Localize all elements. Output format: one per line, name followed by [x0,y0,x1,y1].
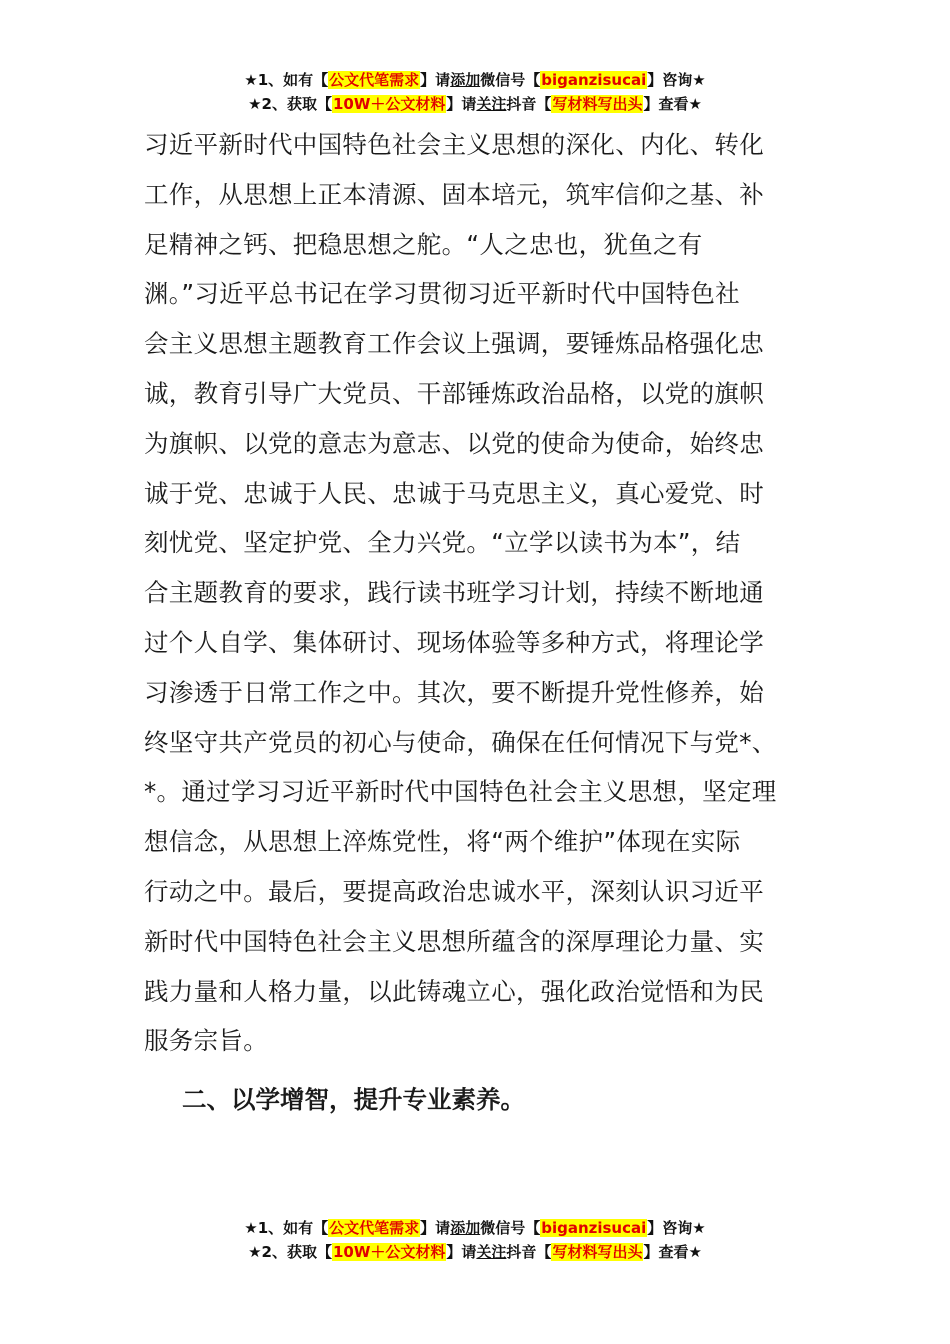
banner-text: 】咨询★ [647,71,706,89]
banner-text: 】请 [446,1243,477,1261]
banner-text: ★2、获取【 [248,1243,332,1261]
paragraph-line: *。通过学习习近平新时代中国特色社会主义思想，坚定理 [144,777,777,807]
paragraph-line: 刻忧党、坚定护党、全力兴党。“立学以读书为本”，结 [144,528,741,558]
banner-text: 抖音【 [506,1243,552,1261]
paragraph-line: 诚，教育引导广大党员、干部锤炼政治品格，以党的旗帜 [144,378,764,408]
paragraph-line: 习近平新时代中国特色社会主义思想的深化、内化、转化 [144,130,764,159]
banner-text: 】咨询★ [647,1219,706,1237]
paragraph-line: 过个人自学、集体研讨、现场体验等多种方式，将理论学 [144,627,764,657]
highlight-douyin: 写材料写出头 [552,1243,643,1261]
banner-text: ★1、如有【 [244,71,329,89]
paragraph-line: 会主义思想主题教育工作会议上强调，要锤炼品格强化忠 [144,329,764,359]
banner-text: 】请 [420,71,451,89]
highlight-wechat-id: biganzisucai [541,71,647,89]
underlined-add: 添加 [450,1219,481,1237]
highlight-service: 公文代笔需求 [329,71,420,89]
body-paragraph [144,120,810,1066]
paragraph-line: 工作，从思想上正本清源、固本培元，筑牢信仰之基、补 [144,179,764,209]
footer-banner [0,1216,950,1264]
underlined-add: 添加 [450,71,481,89]
banner-text: 抖音【 [506,95,552,113]
highlight-douyin: 写材料写出头 [552,95,643,113]
banner-text: 】查看★ [643,1243,702,1261]
banner-text: ★2、获取【 [248,95,332,113]
banner-line-1 [0,1216,950,1240]
highlight-wechat-id: biganzisucai [541,1219,647,1237]
banner-text: 微信号【 [480,1219,541,1237]
underlined-follow: 关注 [476,1243,507,1261]
paragraph-line: 想信念，从思想上淬炼党性，将“两个维护”体现在实际 [144,827,741,857]
banner-line-1 [0,68,950,92]
banner-text: 】请 [446,95,477,113]
paragraph-line: 诚于党、忠诚于人民、忠诚于马克思主义，真心爱党、时 [144,478,764,508]
paragraph-line: 新时代中国特色社会主义思想所蕴含的深厚理论力量、实 [144,926,764,956]
banner-text: 】查看★ [643,95,702,113]
paragraph-line: 服务宗旨。 [144,1026,268,1056]
banner-text: 】请 [420,1219,451,1237]
banner-text: 微信号【 [480,71,541,89]
highlight-materials: 10W＋公文材料 [332,95,446,113]
highlight-service: 公文代笔需求 [329,1219,420,1237]
highlight-materials: 10W＋公文材料 [332,1243,446,1261]
section-heading: 二、以学增智，提升专业素养。 [182,1085,525,1114]
paragraph-line: 终坚守共产党员的初心与使命，确保在任何情况下与党*、 [144,727,777,757]
paragraph-line: 行动之中。最后，要提高政治忠诚水平，深刻认识习近平 [144,876,764,906]
banner-line-2 [0,92,950,116]
paragraph-line: 践力量和人格力量，以此铸魂立心，强化政治觉悟和为民 [144,976,764,1006]
underlined-follow: 关注 [476,95,507,113]
banner-text: ★1、如有【 [244,1219,329,1237]
paragraph-line: 足精神之钙、把稳思想之舵。“人之忠也，犹鱼之有 [144,229,703,259]
paragraph-line: 为旗帜、以党的意志为意志、以党的使命为使命，始终忠 [144,428,764,458]
paragraph-line: 习渗透于日常工作之中。其次，要不断提升党性修养，始 [144,677,764,707]
paragraph-line: 渊。”习近平总书记在学习贯彻习近平新时代中国特色社 [144,279,740,309]
paragraph-line: 合主题教育的要求，践行读书班学习计划，持续不断地通 [144,578,764,608]
banner-line-2 [0,1240,950,1264]
header-banner [0,68,950,116]
